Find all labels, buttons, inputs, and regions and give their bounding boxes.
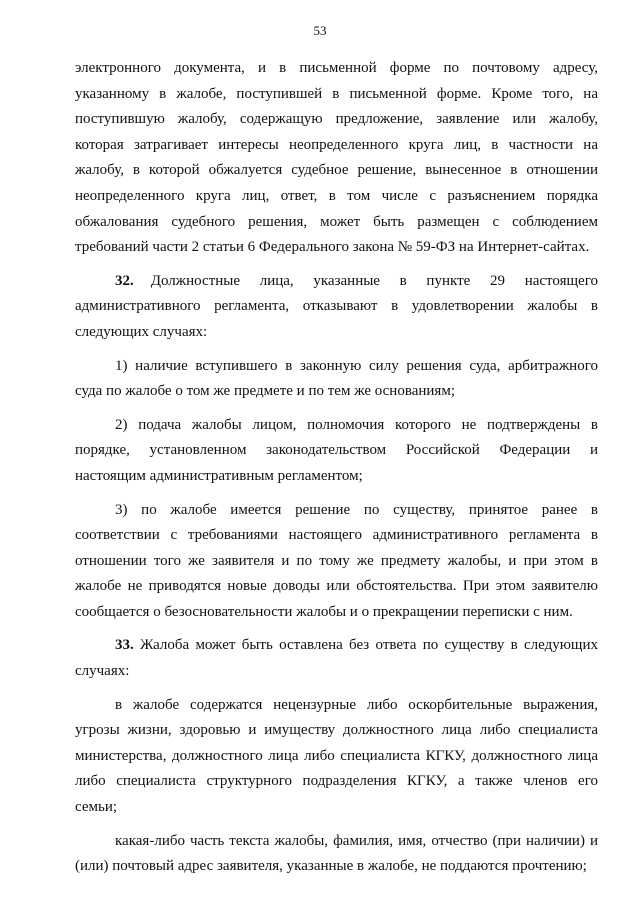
list-item-3 bbox=[75, 498, 598, 626]
list-item-2 bbox=[75, 413, 598, 490]
list-item-1 bbox=[75, 354, 598, 405]
text-line: неопределенного круга лиц, ответ, в том числе с разъяснением порядка bbox=[75, 187, 598, 204]
text-line: 1) наличие вступившего в законную силу решения суда, арбитражного bbox=[115, 357, 598, 374]
text-line: электронного документа, и в письменной форме по почтовому адресу, bbox=[75, 60, 598, 76]
clause-number: 33. bbox=[115, 637, 134, 654]
paragraph bbox=[75, 56, 598, 261]
text-line: следующих случаях: bbox=[75, 323, 208, 340]
text-line: случаях: bbox=[75, 663, 130, 680]
text-fragment: Должностные лица, указанные в пункте 29 настоящего bbox=[150, 272, 598, 289]
text-line: какая-либо часть текста жалобы, фамилия, имя, отчество (при наличии) и bbox=[115, 832, 598, 849]
paragraph-insults bbox=[75, 693, 598, 821]
text-line: (или) почтовый адрес заявителя, указанные в жалобе, не поддаются прочтению; bbox=[75, 858, 587, 875]
text-line: которая затрагивает интересы неопределенного круга лиц, в частности на bbox=[75, 136, 598, 153]
text-line: требований части 2 статьи 6 Федерального закона № 59-ФЗ на Интернет-сайтах. bbox=[75, 239, 590, 256]
text-line: порядке, установленном законодательством Российской Федерации и bbox=[75, 442, 598, 459]
text-line: семьи; bbox=[75, 799, 118, 816]
text-fragment: Жалоба может быть оставлена без ответа по существу в следующих bbox=[140, 637, 598, 654]
paragraph-32 bbox=[75, 269, 598, 346]
text-line: суда по жалобе о том же предмете и по тем же основаниям; bbox=[75, 383, 455, 400]
text-line: настоящим административным регламентом; bbox=[75, 467, 363, 484]
clause-number: 32. bbox=[115, 272, 134, 289]
text-line bbox=[75, 633, 598, 659]
text-line: либо специалиста структурного подразделения КГКУ, а также членов его bbox=[75, 773, 598, 790]
text-line: указанному в жалобе, поступившей в письменной форме. Кроме того, на bbox=[75, 85, 598, 102]
text-line: административного регламента, отказывают в удовлетворении жалобы в bbox=[75, 298, 598, 315]
text-line bbox=[75, 269, 598, 295]
text-line: сообщается о безосновательности жалобы и о прекращении переписки с ним. bbox=[75, 603, 573, 620]
page-number: 53 bbox=[313, 23, 327, 38]
text-line: обжалования судебного решения, может быть размещен с соблюдением bbox=[75, 213, 598, 230]
text-line: соответствии с требованиями настоящего административного регламента в bbox=[75, 527, 598, 544]
text-line: угрозы жизни, здоровью и имуществу должностного лица либо специалиста bbox=[75, 722, 598, 739]
paragraph-33 bbox=[75, 633, 598, 684]
text-line: поступившую жалобу, содержащую предложение, заявление или жалобу, bbox=[75, 111, 598, 128]
text-line: в жалобе содержатся нецензурные либо оскорбительные выражения, bbox=[115, 696, 598, 713]
text-line: министерства, должностного лица либо специалиста КГКУ, должностного лица bbox=[75, 747, 598, 764]
text-line: 3) по жалобе имеется решение по существу, принятое ранее в bbox=[115, 501, 598, 518]
document-body bbox=[75, 56, 598, 880]
text-line: 2) подача жалобы лицом, полномочия которого не подтверждены в bbox=[115, 416, 598, 433]
text-line: жалобу, в которой обжалуется судебное решение, вынесенное в отношении bbox=[75, 162, 598, 179]
text-line: отношении того же заявителя и по тому же предмету жалобы, и при этом в bbox=[75, 552, 598, 569]
text-line: жалобе не приводятся новые доводы или обстоятельства. При этом заявителю bbox=[75, 578, 598, 595]
paragraph-unreadable bbox=[75, 829, 598, 880]
